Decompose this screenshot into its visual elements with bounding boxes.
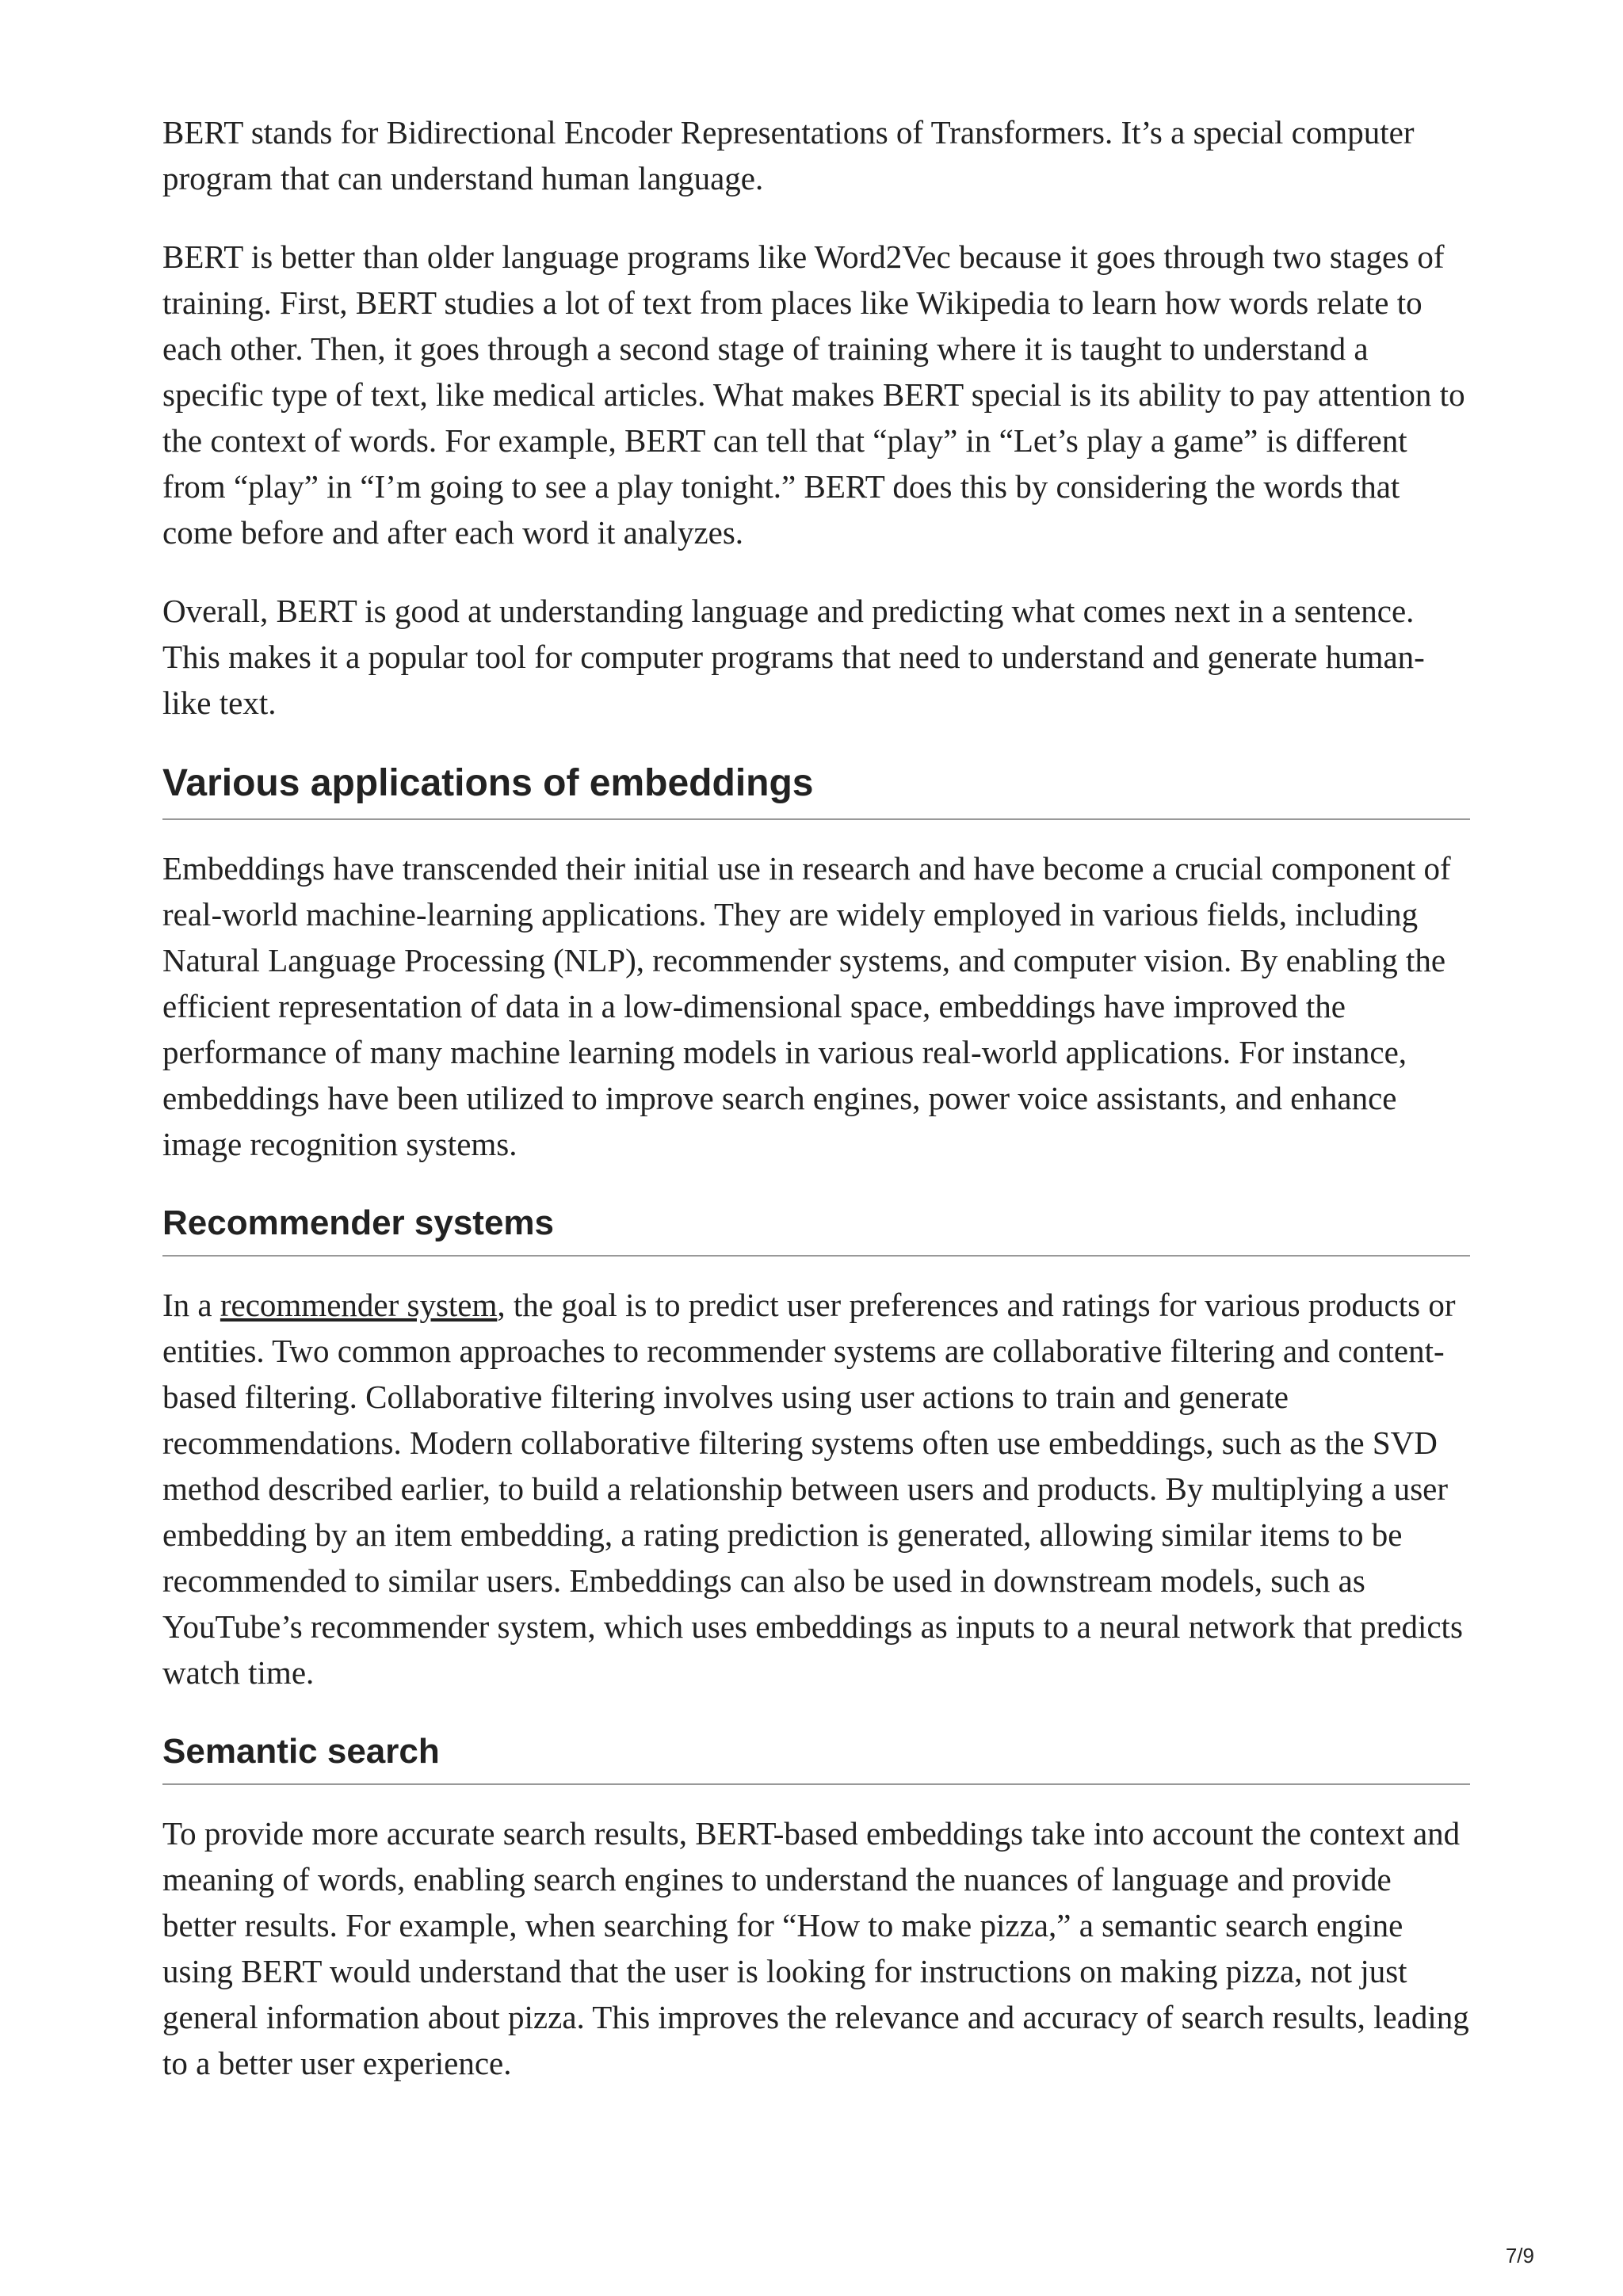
recommender-prefix: In a <box>162 1287 220 1323</box>
applications-heading: Various applications of embeddings <box>162 758 1470 820</box>
semantic-search-paragraph: To provide more accurate search results, BERT-based embeddings take into account the context and meaning of words, enabling search engines to understand the nuances of language and provide better results. For example, when searching for “How to make pizza,” a semantic search engine using BERT would understand that the user is looking for instructions on making pizza, not just general information about pizza. This improves the relevance and accuracy of search results, leading to a better user experience. <box>162 1815 1469 2081</box>
recommender-body: , the goal is to predict user preferences and ratings for various products or entities. Two common approaches to recommender systems are collaborative filtering and content-based filtering. Collaborative filtering involves using user actions to train and generate recommendations. Modern collaborative filtering systems often use embeddings, such as the SVD method described earlier, to build a relationship between users and products. By multiplying a user embedding by an item embedding, a rating prediction is generated, allowing similar items to be recommended to similar users. Embeddings can also be used in downstream models, such as YouTube’s recommender system, which uses embeddings as inputs to a neural network that predicts watch time. <box>162 1287 1463 1691</box>
recommender-paragraph <box>162 1282 1470 1695</box>
intro-paragraph-1: BERT stands for Bidirectional Encoder Representations of Transformers. It’s a special computer program that can understand human language. <box>162 114 1415 196</box>
recommender-heading: Recommender systems <box>162 1199 1470 1257</box>
page-number: 7/9 <box>1505 2244 1534 2267</box>
intro-paragraph-3: Overall, BERT is good at understanding language and predicting what comes next in a sentence. This makes it a popular tool for computer programs that need to understand and generate human-like text. <box>162 593 1425 721</box>
applications-paragraph: Embeddings have transcended their initial use in research and have become a crucial component of real-world machine-learning applications. They are widely employed in various fields, including Natural Language Processing (NLP), recommender systems, and computer vision. By enabling the efficient representation of data in a low-dimensional space, embeddings have improved the performance of many machine learning models in various real-world applications. For instance, embeddings have been utilized to improve search engines, power voice assistants, and enhance image recognition systems. <box>162 850 1451 1162</box>
semantic-search-heading: Semantic search <box>162 1728 1470 1785</box>
document-page <box>162 109 1470 2119</box>
intro-paragraph-2: BERT is better than older language programs like Word2Vec because it goes through two stages of training. First, BERT studies a lot of text from places like Wikipedia to learn how words relate to each other. Then, it goes through a second stage of training where it is taught to understand a specific type of text, like medical articles. What makes BERT special is its ability to pay attention to the context of words. For example, BERT can tell that “play” in “Let’s play a game” is different from “play” in “I’m going to see a play tonight.” BERT does this by considering the words that come before and after each word it analyzes. <box>162 238 1465 551</box>
recommender-system-link[interactable]: recommender system <box>220 1287 498 1323</box>
